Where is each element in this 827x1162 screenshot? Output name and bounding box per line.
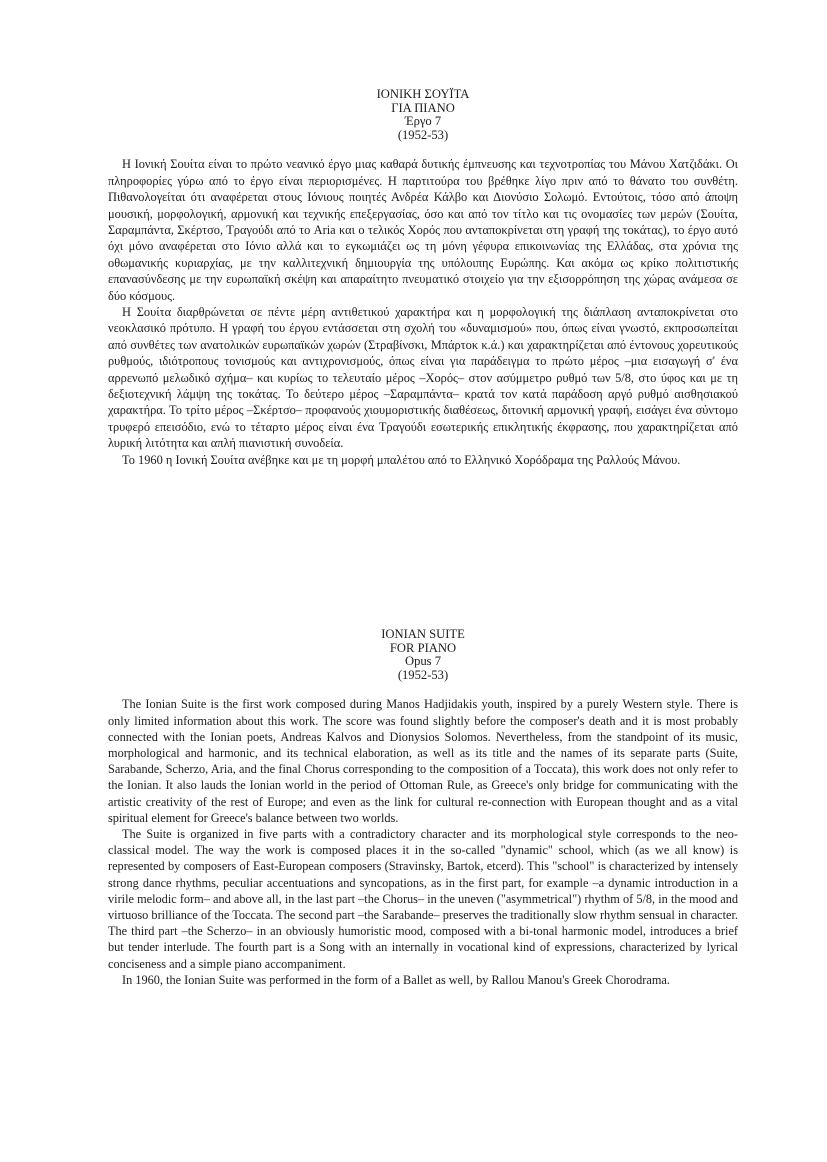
english-title: IONIAN SUITE bbox=[381, 627, 465, 641]
greek-years: (1952-53) bbox=[397, 127, 449, 142]
english-body bbox=[108, 696, 738, 988]
english-section bbox=[108, 628, 738, 988]
english-years: (1952-53) bbox=[397, 667, 449, 682]
greek-paragraph-2: Η Σουίτα διαρθρώνεται σε πέντε μέρη αντιθετικού χαρακτήρα και η μορφολογική της διάπλαση ανταποκρίνεται στο νεοκλασικό πρότυπο. Η γραφή του έργου εντάσσεται στη σχολή του «δυναμισμού» που, όπως είναι γνωστό, εκπροσωπείται από συνθέτες των ανατολικών ευρωπαϊκών χωρών (Στραβίνσκι, Μπάρτοκ κ.ά.) και χαρακτηρίζεται από έντονους χορευτικούς ρυθμούς, ιδιότροπους τονισμούς και αντιχρονισμούς, όπως είναι για παράδειγμα το πρώτο μέρος –μια εισαγωγή σ' ένα αρρενωπό μελωδικό σχήμα– και κυρίως το τελευταίο μέρος –Χορός– στον ασύμμετρο ρυθμό των 5/8, στο ύφος και με τη δεξιοτεχνική λάμψη της τοκάτας. Το δεύτερο μέρος –Σαραμπάντα– κρατά τον κατά παράδοση αργό ρυθμό αισθησιακού χαρακτήρα. Το τρίτο μέρος –Σκέρτσο– προφανούς χιουμοριστικής διαθέσεως, διτονική αρμονική γραφή, εισάγει ένα σύντομο τρυφερό επεισόδιο, ενώ το τέταρτο μέρος είναι ένα Τραγούδι εσωτερικής επικλητικής έκφρασης, που χαρακτηρίζεται από λυρική λιτότητα και απλή πιανιστική συνοδεία. bbox=[108, 305, 738, 451]
greek-paragraph-3: Το 1960 η Ιονική Σουίτα ανέβηκε και με τη μορφή μπαλέτου από το Ελληνικό Χορόδραμα της Ραλλούς Μάνου. bbox=[122, 452, 681, 467]
greek-subtitle: ΓΙΑ ΠΙΑΝΟ bbox=[391, 100, 455, 115]
greek-paragraph-1: Η Ιονική Σουίτα είναι το πρώτο νεανικό έργο μιας καθαρά δυτικής έμπνευσης και τεχνοτροπίας του Μάνου Χατζιδάκι. Οι πληροφορίες γύρω από το έργο είναι περιορισμένες. Η παρτιτούρα του βρέθηκε λίγο πριν από το θάνατο του συνθέτη. Πιθανολογείται ότι αναφέρεται στους Ιόνιους ποιητές Ανδρέα Κάλβο και Διονύσιο Σολωμό. Εντούτοις, τόσο από άποψη μουσική, μορφολογική, αρμονική και τεχνικής επεξεργασίας, όσο και από τον τίτλο και τις ονομασίες των μερών (Σουίτα, Σαραμπάντα, Σκέρτσο, Τραγούδι από το Aria και ο τελικός Χορός που ανταποκρίνεται στη γραφή της τοκάτας), το έργο αυτό όχι μόνο αναφέρεται στο Ιόνιο αλλά και το εγκωμιάζει ως τη μόνη γέφυρα επικοινωνίας της Ελλάδας, στα χρόνια της οθωμανικής κυριαρχίας, με την καλλιτεχνική δημιουργία της υπόλοιπης Ευρώπης. Και ακόμα ως κρίκο πολιτιστικής επανασύνδεσης με την ευρωπαϊκή σκέψη και απαραίτητο πνευματικό στοιχείο για την εξισορρόπηση της χώρας ανάμεσα σε δύο κόσμους. bbox=[108, 157, 738, 303]
greek-title: ΙΟΝΙΚΗ ΣΟΥΪΤΑ bbox=[376, 87, 470, 101]
greek-section bbox=[108, 88, 738, 468]
english-paragraph-1: The Ionian Suite is the first work composed during Manos Hadjidakis youth, inspired by a purely Western style. There is only limited information about this work. The score was found slightly before the composer's death and it is most probably connected with the Ionian poets, Andreas Kalvos and Dionysios Solomos. Nevertheless, from the standpoint of its music, morphological and harmonic, and its technical elaboration, as well as its title and the names of its separate parts (Suite, Sarabande, Scherzo, Aria, and the final Chorus corresponding to the composition of a Toccata), this work does not only refer to the Ionian. It also lauds the Ionian world in the period of Ottoman Rule, as Greece's only bridge for communicating with the artistic creativity of the rest of Europe; and even as the link for cultural re-connection with European thought and as a vital spiritual element for Greece's balance between two worlds. bbox=[108, 697, 738, 825]
greek-opus: Έργο 7 bbox=[404, 114, 442, 129]
greek-heading bbox=[108, 88, 738, 142]
english-paragraph-3: In 1960, the Ionian Suite was performed in the form of a Ballet as well, by Rallou Manou's Greek Chorodrama. bbox=[122, 972, 670, 987]
greek-body bbox=[108, 156, 738, 468]
english-paragraph-2: The Suite is organized in five parts with a contradictory character and its morphological style corresponds to the neo-classical model. The way the work is composed places it in the so-called "dynamic" school, which (as we all know) is represented by composers of East-European composers (Stravinsky, Bartok, etcerd). This "school" is characterized by intensely strong dance rhythms, peculiar accentuations and syncopations, as in the first part, for example –a dynamic introduction in a virile melodic form– and above all, in the last part –the Chorus– in the uneven ("asymmetrical") rhythm of 5/8, in the mood and virtuoso brilliance of the Toccata. The second part –the Sarabande– preserves the traditionally slow rhythm sensual in character. The third part –the Scherzo– in an obviously humoristic mood, composed with a bi-tonal harmonic model, introduces a brief but tender interlude. The fourth part is a Song with an internally in vocational kind of expressions, characterized by lyrical conciseness and a simple piano accompaniment. bbox=[108, 827, 738, 971]
english-heading bbox=[108, 628, 738, 682]
english-opus: Opus 7 bbox=[404, 654, 442, 669]
english-subtitle: FOR PIANO bbox=[389, 640, 457, 655]
